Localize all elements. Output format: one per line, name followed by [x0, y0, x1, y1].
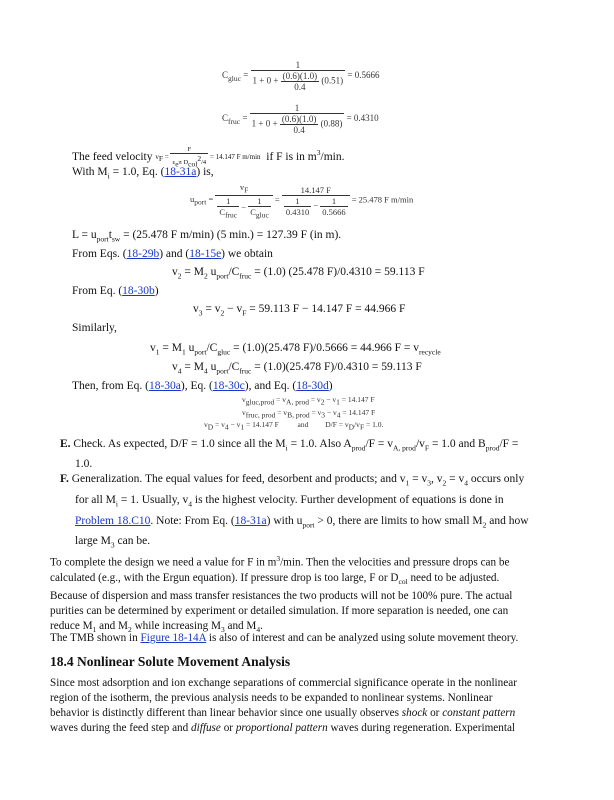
- figure-link-18-14a[interactable]: Figure 18-14A: [140, 632, 207, 644]
- eq-link-18-29b[interactable]: 18-29b: [126, 248, 160, 260]
- eq-link-18-30c[interactable]: 18-30c: [212, 380, 245, 392]
- eq-link-18-31a[interactable]: 18-31a: [164, 166, 197, 178]
- list-item-f: F. Generalization. The equal values for feed, desorbent and products; and $v_1 = v_3$, $v_2 = v_4$ occurs only for all $M_i = 1$. Usually, $v_4$ is the highest velocity. Further development of equations is done in Problem 18.C10. Note: From Eq. (18-31a) with $u_{port} > 0$, there are limits to how small $M_2$ and how large $M_3$ can be.: [60, 473, 529, 550]
- equation-c-fruc: $C_{fruc}$ = 1 1 + 0 + $\frac{(0.6)(1.0)}{0.4}$ (0.88) = 0.4310: [222, 103, 379, 135]
- section-heading: 18.4 Nonlinear Solute Movement Analysis: [50, 654, 291, 669]
- eq-link-18-30d[interactable]: 18-30d: [296, 380, 329, 392]
- equation-v3: $v_3 = v_2 - v_F = 59.113$ F − 14.147 F = 44.966 F: [193, 303, 406, 318]
- paragraph-tmb: The TMB shown in Figure 18-14A is also of interest and can be analyzed using solute movement theory.: [50, 632, 519, 644]
- similarly-line: Similarly,: [72, 322, 117, 334]
- equation-v2: $v_2 = M_2$ $u_{port}/C_{fruc} = (1.0)$ (25.478 F)/0.4310 = 59.113 F: [172, 266, 425, 281]
- then-from-line: Then, from Eq. (18-30a), Eq. (18-30c), and Eq. (18-30d): [72, 380, 333, 392]
- equation-c-gluc: $C_{gluc}$ = 1 1 + 0 + $\frac{(0.6)(1.0)}{0.4}$ (0.51) = 0.5666: [222, 60, 380, 92]
- eq-link-18-15e[interactable]: 18-15e: [189, 248, 222, 260]
- equation-v4: $v_4 = M_4$ $u_{port}/C_{fruc} = (1.0)(25.478$ F)/0.4310 = 59.113 F: [172, 361, 422, 376]
- feed-velocity-line: The feed velocity $v_F$ = $\frac{F}{\varepsilon_e\pi D_{col}^2/4}$ = 14.147 F m/min if F is in $m^3/\min$.: [72, 146, 345, 169]
- from-eqs-line: From Eqs. (18-29b) and (18-15e) we obtain: [72, 248, 273, 260]
- paragraph-nonlinear: Since most adsorption and ion exchange separations of commercial significance operate in the nonlinear region of the isotherm, the previous analysis needs to be expanded to nonlinear systems. Nonlinear behavior is distinctly different than linear behavior since one usually observes shock or constant pattern waves during the feed step and diffuse or proportional pattern waves during regeneration. Experimental: [50, 677, 517, 734]
- length-line: $L = u_{port}t_{sw} = (25.478$ F m/min) (5 min.) = 127.39 F (in m).: [72, 229, 342, 244]
- eq-link-18-30b[interactable]: 18-30b: [122, 285, 155, 297]
- equation-v1: $v_1 = M_1$ $u_{port}/C_{gluc} = (1.0)(25.478$ F)/0.5666 = 44.966 $F = v_{recycle}$: [150, 342, 441, 357]
- from-eq-line: From Eq. (18-30b): [72, 285, 159, 297]
- equation-block-products: $v_{gluc,prod} = v_{A, prod} = v_2 - v_1 = 14.147$ F $v_{fruc, prod} = v_{B, prod} = v_3 - v_4 = 14.147$ F $v_D = v_4 - v_1 = 14.147$ F and $D/F = v_D/v_F = 1.0$.: [204, 395, 384, 432]
- eq-link-18-30a[interactable]: 18-30a: [148, 380, 181, 392]
- with-mi-line: With $M_i = 1.0$, Eq. (18-31a) is,: [72, 166, 214, 181]
- eq-link-18-31a-2[interactable]: 18-31a: [234, 514, 267, 527]
- paragraph-design: To complete the design we need a value for F in $m^3/\min$. Then the velocities and pressure drops can be calculated (e.g., with the Ergun equation). If pressure drop is too large, F or $D_{col}$ need to be adjusted. Because of dispersion and mass transfer resistances the two products will not be 100% pure. The actual purities can be determined by experiment or detailed simulation. If more separation is needed, one can reduce $M_1$ and $M_2$ while increasing $M_3$ and $M_4$.: [50, 554, 513, 635]
- problem-link-18-c10[interactable]: Problem 18.C10: [75, 514, 151, 527]
- list-item-e: E. Check. As expected, D/F = 1.0 since all the $M_i = 1.0$. Also $A_{prod}/F = v_{A, prod}/v_F = 1.0$ and $B_{prod}/F$ = 1.0.: [60, 438, 519, 471]
- equation-u-port: $u_{port}$ = $v_F$ $\frac{1}{C_{fruc}}$ − $\frac{1}{C_{gluc}}$ = 14.147 F $\frac{1}{0.4310}$ − $\frac{1}{0.5666}$ = 25.478 F m/min: [190, 182, 414, 220]
